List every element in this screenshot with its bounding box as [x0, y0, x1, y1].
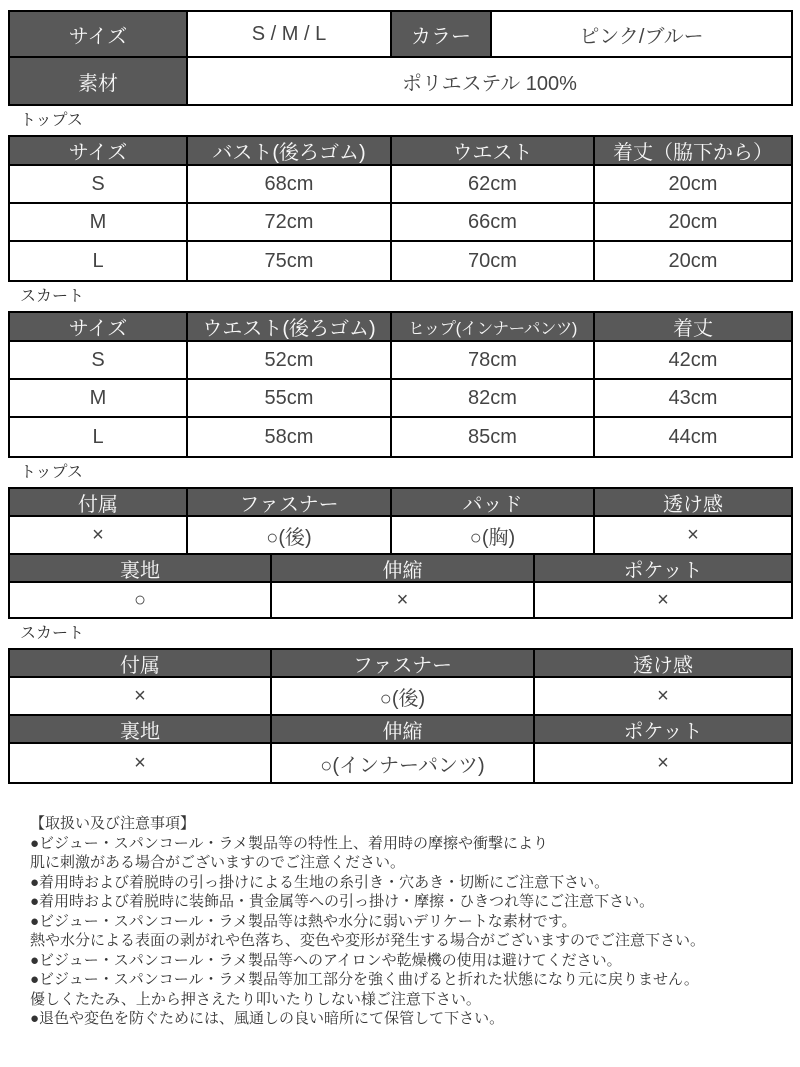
info-table-row-size-color [10, 12, 791, 58]
size-value-cell: S / M / L [188, 12, 392, 56]
tops-spec-value-row-2 [10, 583, 791, 617]
tops-sheerness-header: 透け感 [595, 489, 791, 515]
skirt-lining-header: 裏地 [10, 716, 272, 742]
tops-row-s-length: 20cm [668, 172, 718, 195]
tops-spec-header-row-2 [10, 555, 791, 583]
tops-spec-table [8, 487, 793, 619]
skirt-stretch-header: 伸縮 [272, 716, 535, 742]
table-row [10, 242, 791, 280]
skirt-size-table [8, 311, 793, 458]
tops-row-l-waist: 70cm [392, 242, 595, 280]
notes-line: ●ビジュー・スパンコール・ラメ製品等は熱や水分に弱いデリケートな素材です。 [30, 912, 577, 930]
skirt-row-m-waist: 55cm [188, 380, 392, 416]
tops-waist-col-header: ウエスト [392, 137, 595, 164]
tops-pocket-value: × [657, 588, 669, 611]
tops-size-header-row [10, 137, 791, 166]
tops-spec-section-label: トップス [20, 464, 83, 481]
tops-row-l-length: 20cm [668, 249, 718, 272]
tops-size-section-label: トップス [20, 112, 83, 129]
tops-lining-header: 裏地 [10, 555, 272, 581]
tops-stretch-value: × [272, 583, 535, 617]
skirt-spec-header-row-2 [10, 716, 791, 744]
notes-line: 肌に刺激がある場合がございますのでご注意ください。 [30, 854, 406, 871]
tops-row-s-waist: 62cm [392, 166, 595, 202]
skirt-spec-value-row-1 [10, 678, 791, 716]
skirt-fastener-header: ファスナー [272, 650, 535, 676]
skirt-accessory-value: × [10, 678, 272, 714]
table-row [10, 418, 791, 456]
skirt-accessory-header: 付属 [10, 650, 272, 676]
notes-title: 【取扱い及び注意事項】 [30, 815, 196, 832]
table-row [10, 380, 791, 418]
skirt-stretch-value: ○(インナーパンツ) [272, 744, 535, 782]
skirt-size-col-header: サイズ [10, 313, 188, 340]
tops-fastener-value: ○(後) [188, 517, 392, 553]
tops-size-col-header: サイズ [10, 137, 188, 164]
skirt-pocket-header: ポケット [535, 716, 791, 742]
tops-row-s-size: S [10, 166, 188, 202]
skirt-row-s-length: 42cm [668, 348, 718, 371]
skirt-row-s-hip: 78cm [392, 342, 595, 378]
tops-accessory-header: 付属 [10, 489, 188, 515]
table-row [10, 204, 791, 242]
notes-line: ●ビジュー・スパンコール・ラメ製品等の特性上、着用時の摩擦や衝撃により [30, 834, 549, 852]
material-header-cell: 素材 [10, 58, 188, 104]
notes-line: 熱や水分による表面の剥がれや色落ち、変色や変形が発生する場合がございますのでご注意下さい。 [30, 932, 706, 949]
tops-stretch-header: 伸縮 [272, 555, 535, 581]
skirt-row-m-size: M [10, 380, 188, 416]
tops-sheerness-value: × [687, 523, 699, 546]
tops-pad-value: ○(胸) [392, 517, 595, 553]
color-value-cell: ピンク/ブルー [579, 25, 704, 48]
tops-size-table [8, 135, 793, 282]
skirt-row-m-length: 43cm [668, 386, 718, 409]
material-value-cell: ポリエステル 100% [402, 72, 577, 95]
skirt-spec-table [8, 648, 793, 784]
skirt-row-l-waist: 58cm [188, 418, 392, 456]
size-header-cell: サイズ [10, 12, 188, 56]
skirt-row-l-size: L [10, 418, 188, 456]
tops-row-m-length: 20cm [668, 210, 718, 233]
skirt-spec-section-label: スカート [20, 625, 85, 642]
skirt-spec-value-row-2 [10, 744, 791, 782]
skirt-row-m-hip: 82cm [392, 380, 595, 416]
tops-row-m-size: M [10, 204, 188, 240]
tops-lining-value: ○ [10, 583, 272, 617]
skirt-sheerness-header: 透け感 [535, 650, 791, 676]
skirt-row-s-size: S [10, 342, 188, 378]
tops-row-s-bust: 68cm [188, 166, 392, 202]
notes-line: ●ビジュー・スパンコール・ラメ製品等へのアイロンや乾燥機の使用は避けてください。 [30, 951, 622, 969]
notes-line: ●着用時および着脱時の引っ掛けによる生地の糸引き・穴あき・切断にご注意下さい。 [30, 873, 610, 891]
info-table [8, 10, 793, 106]
skirt-pocket-value: × [657, 751, 669, 774]
tops-pocket-header: ポケット [535, 555, 791, 581]
skirt-row-l-hip: 85cm [392, 418, 595, 456]
notes-line: 優しくたたみ、上から押さえたり叩いたりしない様ご注意下さい。 [30, 990, 481, 1008]
skirt-fastener-value: ○(後) [272, 678, 535, 714]
tops-accessory-value: × [10, 517, 188, 553]
skirt-length-col-header: 着丈 [595, 313, 791, 340]
tops-bust-col-header: バスト(後ろゴム) [188, 137, 392, 164]
skirt-sheerness-value: × [657, 684, 669, 707]
notes-line: ●退色や変色を防ぐためには、風通しの良い暗所にて保管して下さい。 [30, 1010, 505, 1027]
tops-spec-value-row-1 [10, 517, 791, 555]
skirt-spec-header-row-1 [10, 650, 791, 678]
tops-pad-header: パッド [392, 489, 595, 515]
skirt-row-s-waist: 52cm [188, 342, 392, 378]
table-row [10, 342, 791, 380]
color-header-cell: カラー [392, 12, 492, 56]
notes-line: ●着用時および着脱時に装飾品・貴金属等への引っ掛け・摩擦・ひきつれ等にご注意下さい。 [30, 893, 655, 910]
info-table-row-material [10, 58, 791, 104]
skirt-lining-value: × [10, 744, 272, 782]
table-row [10, 166, 791, 204]
tops-row-l-bust: 75cm [188, 242, 392, 280]
tops-row-l-size: L [10, 242, 188, 280]
tops-length-col-header: 着丈（脇下から） [595, 137, 791, 164]
skirt-waist-col-header: ウエスト(後ろゴム) [188, 313, 392, 340]
notes-line: ●ビジュー・スパンコール・ラメ製品等加工部分を強く曲げると折れた状態になり元に戻りません。 [30, 971, 699, 988]
tops-fastener-header: ファスナー [188, 489, 392, 515]
handling-notes [30, 814, 778, 1029]
tops-row-m-bust: 72cm [188, 204, 392, 240]
skirt-hip-col-header: ヒップ(インナーパンツ) [392, 313, 595, 340]
tops-spec-header-row-1 [10, 489, 791, 517]
tops-row-m-waist: 66cm [392, 204, 595, 240]
skirt-size-header-row [10, 313, 791, 342]
skirt-size-section-label: スカート [20, 288, 85, 305]
skirt-row-l-length: 44cm [668, 425, 718, 448]
